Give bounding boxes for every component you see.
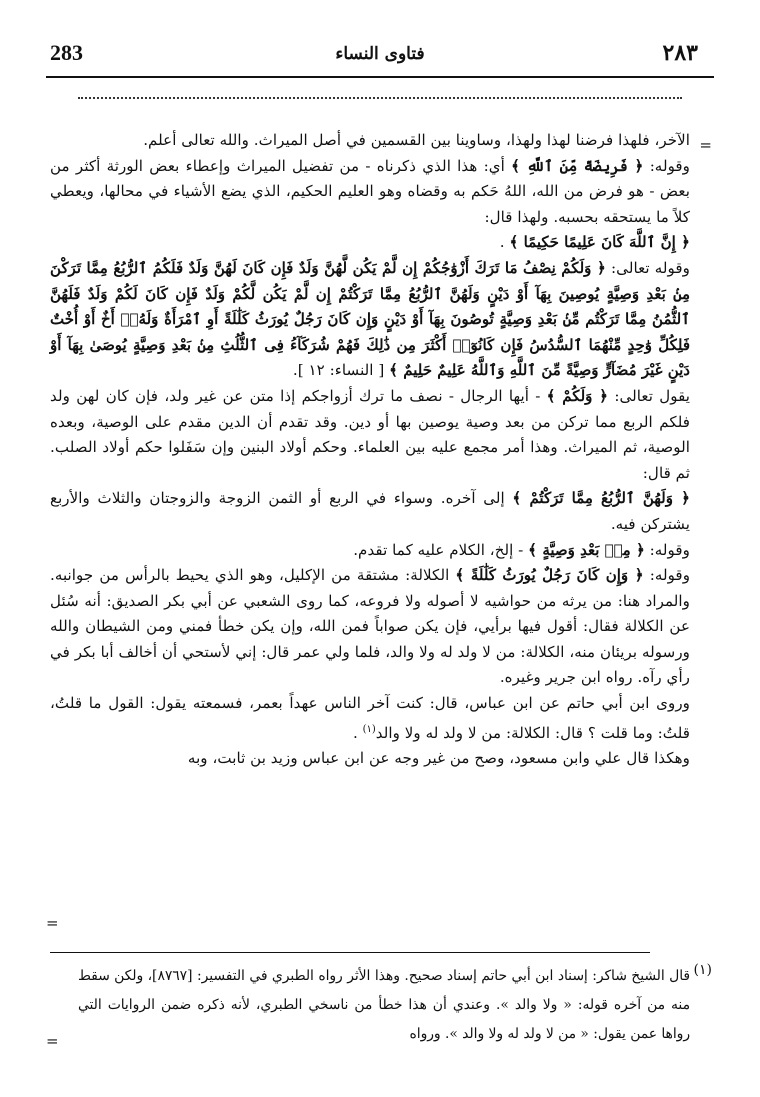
paragraph: وقوله: ﴿ وَإِن كَانَ رَجُلٌ يُورَثُ كَلَٰلَةً ﴾ الكلالة: مشتقة من الإكليل، وهو الذي يحيط بالرأس من جوانبه. والمراد هنا: من يرثه من حواشيه لا أصوله ولا فروعه، كما روى الشعبي عن أبي بكر الصديق: أنه سُئل عن الكلالة فقال: أقول فيها برأيي، فإن يكن صواباً فمن الله، وإن يكن خطأ فمني ومن الشيطان والله ورسوله بريئان منه، الكلالة: من لا ولد له ولا والد، فلما ولي عمر قال: إني لأستحي أن أخالف أبا بكر في رأي رآه. رواه ابن جرير وغيره. bbox=[50, 566, 691, 687]
quran-verse: وَإِن كَانَ رَجُلٌ يُورَثُ كَلَٰلَةً bbox=[470, 566, 629, 585]
quran-verse: وَلَهُنَّ ٱلرُّبُعُ مِمَّا تَرَكْتُمْ bbox=[529, 489, 673, 508]
footnote-number: (١) bbox=[693, 962, 712, 978]
quran-verse: فَرِيضَةً مِّنَ ٱللَّهِ bbox=[526, 156, 628, 175]
paragraph: يقول تعالى: ﴿ وَلَكُمْ ﴾ - أيها الرجال - نصف ما ترك أزواجكم إذا متن عن غير ولد، فإن كان لهن ولد فلكم الربع مما تركن من بعد وصية يوصين بها أو دين. وقد تقدم أن الدين مقدم على الوصية، وبعده الوصية، ثم الميراث. وهذا أمر مجمع عليه بين العلماء. وحكم أولاد البنين وإن سَفَلوا حكم أولاد الصلب. ثم قال: bbox=[50, 386, 691, 482]
continued-from-previous-marker: = bbox=[699, 136, 712, 154]
paragraph: وقوله: ﴿ مِنۢ بَعْدِ وَصِيَّةٍ ﴾ - إلخ، الكلام عليه كما تقدم. bbox=[353, 540, 690, 559]
paragraph: وقوله: ﴿ فَرِيضَةً مِّنَ ٱللَّهِ ﴾ أي: هذا الذي ذكرناه - من تفضيل الميراث وإعطاء بعض الورثة أكثر من بعض - هو فرض من الله، اللهُ حَكم به وقضاه وهو العليم الحكيم، الذي يضع الأشياء في محالها، ويعطي كلاً ما يستحقه بحسبه. ولهذا قال: bbox=[50, 156, 691, 226]
continues-next-page-marker: = bbox=[46, 914, 59, 932]
quran-verse: وَلَكُمْ bbox=[562, 386, 593, 405]
paragraph: ﴿ وَلَهُنَّ ٱلرُّبُعُ مِمَّا تَرَكْتُمْ ﴾ إلى آخره. وسواء في الربع أو الثمن الزوجة والزوجتان والثلاث والأربع يشتركن فيه. bbox=[50, 489, 690, 533]
header-rule bbox=[46, 76, 714, 78]
paragraph: وقوله تعالى: ﴿ وَلَكُمْ نِصْفُ مَا تَرَكَ أَزْوَٰجُكُمْ إِن لَّمْ يَكُن لَّهُنَّ وَلَدٌ فَإِن كَانَ لَهُنَّ وَلَدٌ فَلَكُمُ ٱلرُّبُعُ مِمَّا تَرَكْنَ مِنۢ بَعْدِ وَصِيَّةٍ يُوصِينَ بِهَآ أَوْ دَيْنٍ وَلَهُنَّ ٱلرُّبُعُ مِمَّا تَرَكْتُمْ إِن لَّمْ يَكُن لَّكُمْ وَلَدٌ فَإِن كَانَ لَكُمْ وَلَدٌ فَلَهُنَّ ٱلثُّمُنُ مِمَّا تَرَكْتُم مِّنۢ بَعْدِ وَصِيَّةٍ تُوصُونَ بِهَآ أَوْ دَيْنٍ وَإِن كَانَ رَجُلٌ يُورَثُ كَلَٰلَةً أَوِ ٱمْرَأَةٌ وَلَهُۥٓ أَخٌ أَوْ أُخْتٌ فَلِكُلِّ وَٰحِدٍ مِّنْهُمَا ٱلسُّدُسُ فَإِن كَانُوٓا۟ أَكْثَرَ مِن ذَٰلِكَ فَهُمْ شُرَكَآءُ فِى ٱلثُّلُثِ مِنۢ بَعْدِ وَصِيَّةٍ يُوصَىٰ بِهَآ أَوْ دَيْنٍ غَيْرَ مُضَآرٍّ وَصِيَّةً مِّنَ ٱللَّهِ وَٱللَّهُ عَلِيمٌ حَلِيمٌ ﴾ [ النساء: ١٢ ]. bbox=[50, 258, 690, 380]
dotted-separator bbox=[78, 97, 682, 99]
quran-verse: إِنَّ ٱللَّهَ كَانَ عَلِيمًا حَكِيمًا bbox=[523, 233, 676, 252]
page-number-arabic: ٢٨٣ bbox=[662, 40, 698, 66]
running-title: فتاوى النساء bbox=[335, 44, 425, 64]
footnote-continues-marker: = bbox=[46, 1032, 59, 1050]
main-text bbox=[50, 128, 690, 772]
paragraph: وروى ابن أبي حاتم عن ابن عباس، قال: كنت آخر الناس عهداً بعمر، فسمعته يقول: القول ما قلتُ، قلتُ: وما قلت ؟ قال: الكلالة: من لا ولد له ولا والد$^{(١)}$ . bbox=[50, 694, 690, 742]
page-number-latin: 283 bbox=[50, 40, 83, 65]
paragraph: وهكذا قال علي وابن مسعود، وصح من غير وجه عن ابن عباس وزيد بن ثابت، وبه bbox=[187, 749, 690, 768]
footnote-reference: (١) bbox=[362, 723, 376, 735]
quran-verse: مِنۢ بَعْدِ وَصِيَّةٍ bbox=[542, 540, 631, 559]
footnote-rule bbox=[50, 952, 650, 953]
quran-verse: وَلَكُمْ نِصْفُ مَا تَرَكَ أَزْوَٰجُكُمْ إِن لَّمْ يَكُن لَّهُنَّ وَلَدٌ فَإِن كَانَ لَهُنَّ وَلَدٌ فَلَكُمُ ٱلرُّبُعُ مِمَّا تَرَكْنَ مِنۢ بَعْدِ وَصِيَّةٍ يُوصِينَ بِهَآ أَوْ دَيْنٍ وَلَهُنَّ ٱلرُّبُعُ مِمَّا تَرَكْتُمْ إِن لَّمْ يَكُن لَّكُمْ وَلَدٌ فَإِن كَانَ لَكُمْ وَلَدٌ فَلَهُنَّ ٱلثُّمُنُ مِمَّا تَرَكْتُم مِّنۢ بَعْدِ وَصِيَّةٍ تُوصُونَ بِهَآ أَوْ دَيْنٍ وَإِن كَانَ رَجُلٌ يُورَثُ كَلَٰلَةً أَوِ ٱمْرَأَةٌ وَلَهُۥٓ أَخٌ أَوْ أُخْتٌ فَلِكُلِّ وَٰحِدٍ مِّنْهُمَا ٱلسُّدُسُ فَإِن كَانُوٓا۟ أَكْثَرَ مِن ذَٰلِكَ فَهُمْ شُرَكَآءُ فِى ٱلثُّلُثِ مِنۢ بَعْدِ وَصِيَّةٍ يُوصَىٰ بِهَآ أَوْ دَيْنٍ غَيْرَ مُضَآرٍّ وَصِيَّةً مِّنَ ٱللَّهِ وَٱللَّهُ عَلِيمٌ حَلِيمٌ bbox=[50, 258, 690, 380]
paragraph: ﴿ إِنَّ ٱللَّهَ كَانَ عَلِيمًا حَكِيمًا ﴾ . bbox=[499, 233, 690, 252]
paragraph: الآخر، فلهذا فرضنا لهذا ولهذا، وساوينا بين القسمين في أصل الميراث. والله تعالى أعلم. bbox=[143, 131, 690, 149]
footnote-text: قال الشيخ شاكر: إسناد ابن أبي حاتم إسناد صحيح. وهذا الأثر رواه الطبري في التفسير: [٨٧٦٧]، ولكن سقط منه من آخره قوله: « ولا والد ». وعندي أن هذا خطأ من ناسخي الطبري، لأنه ذكره ضمن الروايات التي رواها عمن يقول: « من لا ولد له ولا والد ». ورواه bbox=[78, 968, 691, 1042]
